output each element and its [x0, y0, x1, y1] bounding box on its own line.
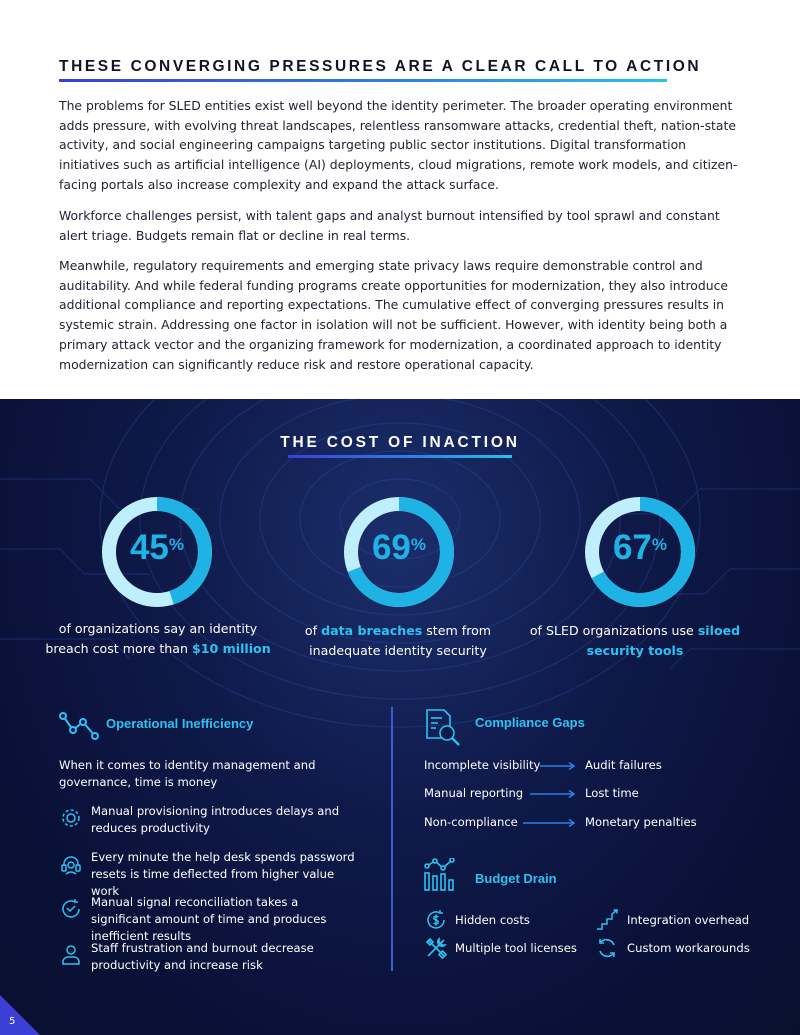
tools-icon: [424, 936, 448, 960]
dollar-icon: [424, 908, 448, 932]
budget-title: Budget Drain: [475, 871, 557, 886]
arrow-right-icon: [523, 818, 576, 828]
page-corner-accent: [0, 995, 40, 1035]
compliance-from-2: Manual reporting: [424, 786, 524, 800]
stat-caption-1: of organizations say an identity breach cost more than $10 million: [45, 621, 271, 656]
cost-title: THE COST OF INACTION: [280, 434, 520, 451]
stat-caption-3: of SLED organizations use siloed security tools: [529, 623, 741, 658]
heading-underline: [59, 79, 667, 82]
budget-item-1: Hidden costs: [455, 913, 530, 927]
document-search-icon: [424, 708, 462, 748]
compliance-to-3: Monetary penalties: [585, 815, 697, 829]
gear-icon: [59, 806, 83, 830]
paragraph-2: Workforce challenges persist, with talent gaps and analyst burnout intensified by tool sprawl and constant alert triage. Budgets remain flat or decline in real terms.: [59, 208, 720, 243]
arrow-right-icon: [540, 761, 576, 771]
compliance-from-1: Incomplete visibility: [424, 758, 541, 772]
stat-value: 67%: [612, 528, 668, 567]
refresh-icon: [595, 936, 619, 960]
compliance-to-2: Lost time: [585, 786, 639, 800]
compliance-title: Compliance Gaps: [475, 715, 585, 730]
operational-item-4: Staff frustration and burnout decrease productivity and increase risk: [91, 941, 314, 972]
page-number: 5: [9, 1016, 16, 1027]
cost-title-underline: [288, 455, 512, 458]
operational-item-3: Manual signal reconciliation takes a significant amount of time and produces inefficient results: [91, 895, 327, 943]
budget-item-2: Integration overhead: [627, 913, 750, 927]
paragraph-3: Meanwhile, regulatory requirements and emerging state privacy laws require demonstrable control and auditability. And while federal funding programs create opportunities for modernization, they also introduce additional compliance and reporting expectations. The cumulative effect of converging pressures results in systemic strain. Addressing one factor in isolation will not be sufficient. However, with identity being both a primary attack vector and the organizing framework for modernization, a coordinated approach to identity modernization can significantly reduce risk and restore operational capacity.: [59, 258, 729, 372]
clock-icon: [59, 897, 83, 921]
stat-donut-3: [583, 495, 697, 609]
stat-value: 69%: [371, 528, 427, 567]
stairs-icon: [595, 908, 619, 932]
operational-title: Operational Inefficiency: [106, 716, 254, 731]
stat-donut-2: [342, 495, 456, 609]
arrow-right-icon: [530, 789, 576, 799]
column-divider: [391, 707, 393, 971]
compliance-from-3: Non-compliance: [424, 815, 518, 829]
paragraph-1: The problems for SLED entities exist well beyond the identity perimeter. The broader operating environment adds pressure, with evolving threat landscapes, relentless ransomware attacks, credential theft, nation-state activity, and social engineering campaigns targeting public sector institutions. Digital transformation initiatives such as artificial intelligence (AI) deployments, cloud migrations, remote work models, and citizen-facing portals also increase complexity and expand the attack surface.: [59, 98, 738, 192]
stat-value: 45%: [129, 528, 185, 567]
stat-donut-1: [100, 495, 214, 609]
compliance-to-1: Audit failures: [585, 758, 662, 772]
budget-item-3: Multiple tool licenses: [455, 941, 577, 955]
bar-chart-icon: [424, 858, 460, 892]
operational-item-1: Manual provisioning introduces delays and reduces productivity: [91, 804, 340, 835]
cost-of-inaction-panel: [0, 399, 800, 1035]
operational-intro: When it comes to identity management and governance, time is money: [59, 758, 316, 789]
section-heading: THESE CONVERGING PRESSURES ARE A CLEAR CALL TO ACTION: [59, 58, 702, 75]
intro-section: [0, 0, 800, 399]
headset-icon: [59, 853, 83, 877]
budget-item-4: Custom workarounds: [627, 941, 750, 955]
operational-item-2: Every minute the help desk spends password resets is time deflected from higher value work: [91, 850, 355, 898]
user-icon: [59, 943, 83, 967]
network-graph-icon: [59, 710, 101, 740]
stat-caption-2: of data breaches stem from inadequate identity security: [304, 623, 492, 658]
